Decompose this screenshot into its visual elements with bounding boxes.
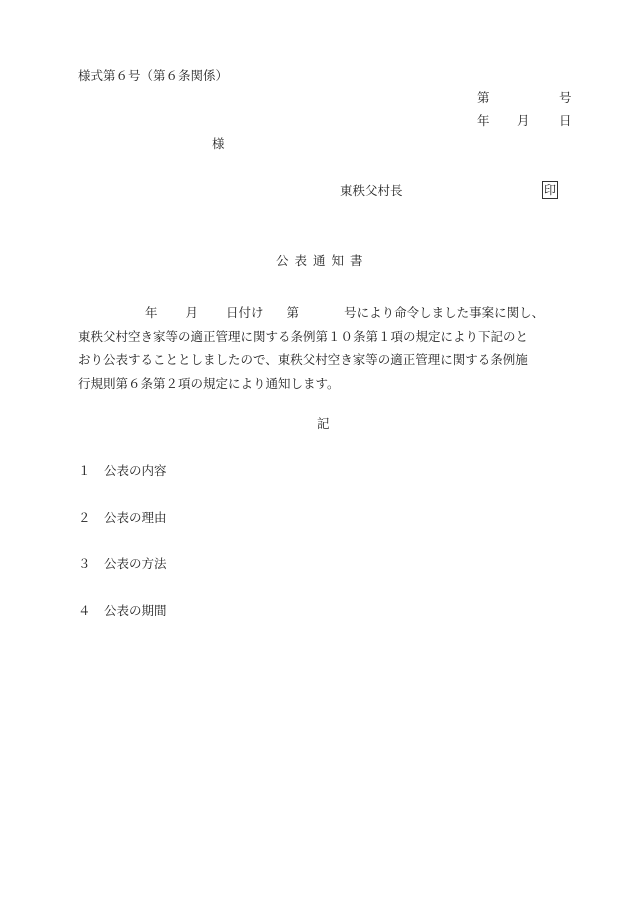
body-line-4: 行規則第６条第２項の規定により通知します。	[78, 375, 340, 391]
list-item-label-2: 公表の理由	[104, 510, 167, 525]
body-paragraph	[78, 301, 578, 395]
body-number-prefix: 第	[286, 305, 300, 320]
body-month: 月	[185, 305, 199, 320]
doc-number-prefix: 第	[477, 90, 490, 105]
seal-mark: 印	[543, 183, 556, 197]
doc-number-suffix: 号	[559, 90, 572, 105]
list-item-num-1: １	[78, 463, 91, 478]
form-number: 様式第６号（第６条関係）	[78, 68, 229, 83]
addressee-honorific: 様	[212, 136, 225, 151]
list-item-num-3: ３	[78, 556, 91, 571]
list-item-label-1: 公表の内容	[104, 463, 167, 478]
list-item-label-3: 公表の方法	[104, 556, 167, 571]
date-month: 月	[517, 113, 530, 128]
ki-heading: 記	[317, 416, 330, 431]
date-year: 年	[477, 113, 490, 128]
body-line-1	[78, 301, 578, 325]
list-item-num-4: ４	[78, 603, 91, 618]
body-year: 年	[145, 305, 158, 320]
body-line-2: 東秩父村空き家等の適正管理に関する条例第１０条第１項の規定により下記のと	[78, 328, 529, 344]
sender-name: 東秩父村長	[340, 183, 403, 198]
date-day: 日	[559, 113, 572, 128]
body-dated: 日付け	[226, 305, 264, 320]
list-item-label-4: 公表の期間	[104, 603, 167, 618]
body-line1-rest: 号により命令しました事案に関し、	[344, 305, 545, 320]
body-line-3: おり公表することとしましたので、東秩父村空き家等の適正管理に関する条例施	[78, 352, 528, 367]
list-item-num-2: ２	[78, 510, 91, 525]
document-title: 公表通知書	[276, 253, 369, 268]
